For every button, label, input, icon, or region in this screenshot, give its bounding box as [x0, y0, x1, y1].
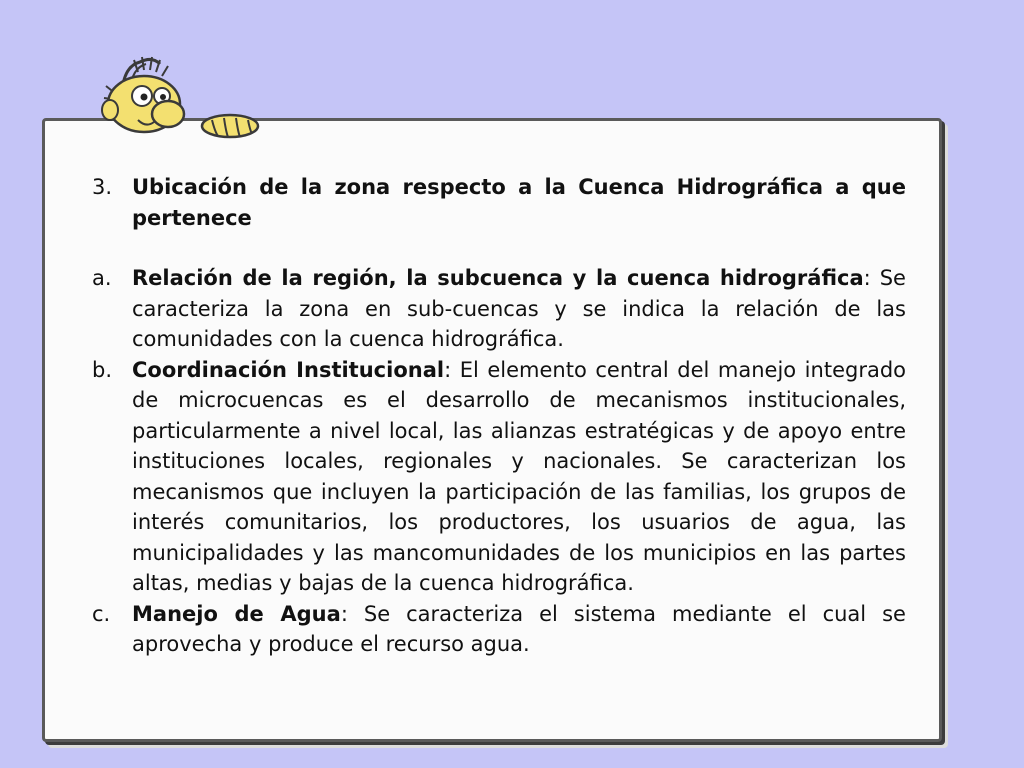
- list-marker: c.: [92, 601, 111, 626]
- item-separator: :: [863, 266, 871, 290]
- item-title: Manejo de Agua: [132, 601, 341, 626]
- list-item-body: [132, 355, 906, 599]
- section-title: Ubicación de la zona respecto a la Cuenca Hidrográfica a que pertenece: [132, 175, 906, 230]
- item-text: Se caracteriza la zona en sub-cuencas y se indica la relación de las comunidades con la cuenca hidrográfica.: [132, 266, 906, 351]
- item-separator: :: [444, 357, 452, 382]
- item-separator: :: [340, 601, 348, 626]
- list-item-a: [92, 263, 906, 355]
- list-item-body: [132, 263, 906, 355]
- section-number: 3.: [92, 175, 113, 199]
- item-title: Coordinación Institucional: [132, 357, 445, 382]
- slide-content: [92, 172, 906, 660]
- section-heading: [92, 172, 906, 233]
- item-text: Se caracteriza el sistema mediante el cual se aprovecha y produce el recurso agua.: [132, 601, 906, 656]
- peeking-character-icon: [82, 52, 272, 142]
- list-item-c: [92, 599, 906, 660]
- list-item-b: [92, 355, 906, 599]
- list-marker: a.: [92, 266, 112, 290]
- item-title: Relación de la región, la subcuenca y la cuenca hidrográfica: [132, 266, 864, 290]
- list-item-body: [132, 599, 906, 660]
- item-text: El elemento central del manejo integrado de microcuencas es el desarrollo de mecanismos institucionales, particularmente a nivel local, las alianzas estratégicas y de apoyo entre instituciones locales, regionales y nacionales. Se caracterizan los mecanismos que incluyen la participación de las familias, los grupos de interés comunitarios, los productores, los usuarios de agua, las municipalidades y las mancomunidades de los municipios en las partes altas, medias y bajas de la cuenca hidrográfica.: [132, 357, 906, 595]
- list-marker: b.: [92, 357, 113, 382]
